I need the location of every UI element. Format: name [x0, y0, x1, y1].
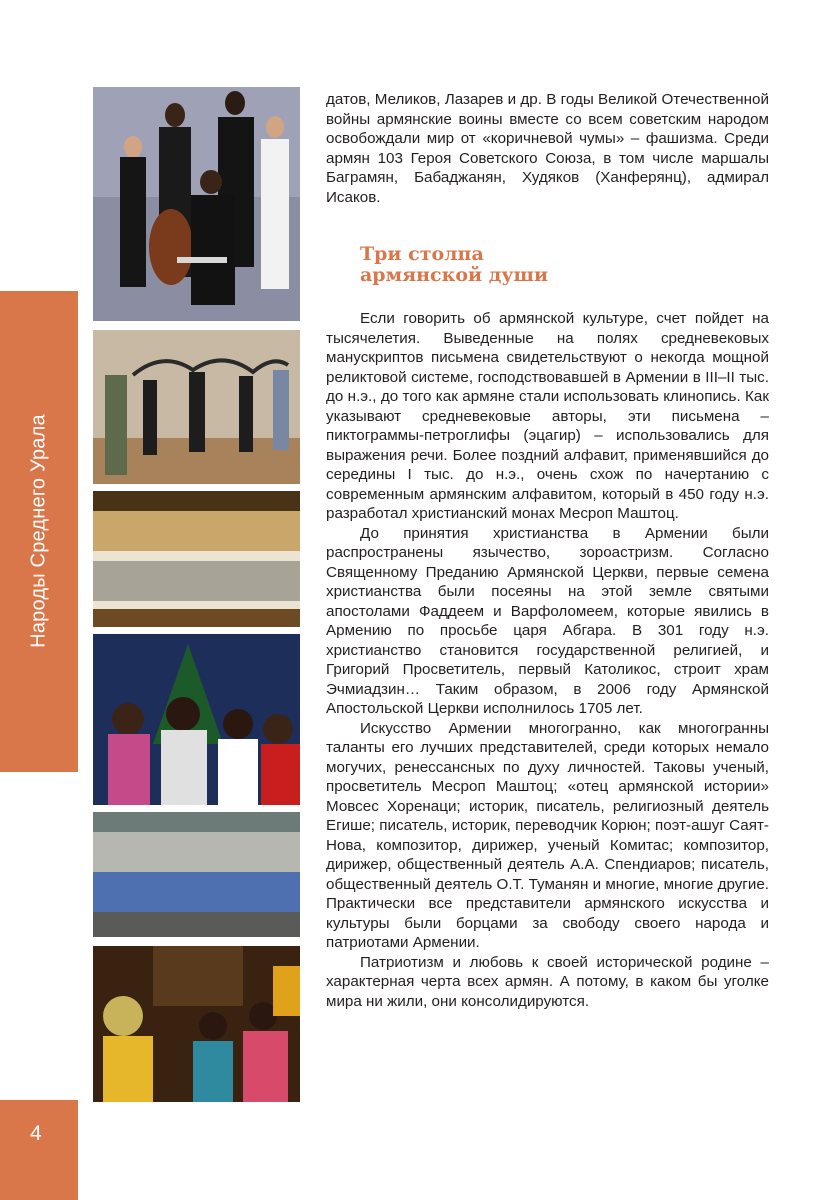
intro-paragraph [326, 90, 769, 207]
page-number-tab [0, 1100, 78, 1200]
intro-text: датов, Меликов, Лазарев и др. В годы Великой Отечественной войны армянские воины вместе со всем советским народом освобождали мир от «коричневой чумы» – фашизма. Среди армян 103 Героя Советского Союза, в том числе маршалы Баграмян, Бабаджанян, Худяков (Ханферянц), адмирал Исаков. [326, 91, 769, 206]
section-title: Народы Среднего Урала [27, 414, 50, 648]
article-body [326, 309, 769, 1011]
page-number: 4 [30, 1122, 42, 1145]
photo-choir [93, 491, 300, 627]
section-tab [0, 291, 78, 772]
paragraph-christianity: До принятия христианства в Армении были распространены язычество, зороастризм. Согласно Священному Преданию Армянской Церкви, первые семена христианства были посеяны на этой земле святыми апостолами Фаддеем и Варфоломеем, которые явились в Армению по просьбе царя Абгара. В 301 году н.э. христианство становится государственной религией, и Григорий Просветитель, первый Католикос, строит храм Эчмиадзин… Таким образом, в 2006 году Армянской Апостольской Церкви исполнилось 1705 лет. [326, 524, 769, 717]
paragraph-art: Искусство Армении многогранно, как многогранны таланты его лучших представителей, среди которых немало могучих, ренессансных по духу личностей. Таковы ученый, просветитель Месроп Маштоц; «отец армянской истории» Мовсес Хоренаци; историк, писатель, религиозный деятель Егише; писатель, историк, переводчик Корюн; поэт-ашуг Саят-Нова, композитор, дирижер, ученый Комитас; композитор, дирижер, общественный деятель А.А. Спендиаров; писатель, общественный деятель О.Т. Туманян и многие, многие другие. Практически все представители армянского искусства и культуры были борцами за свободу своего народа и патриотами Армении. [326, 719, 769, 951]
heading-line-1: Три столпа [360, 243, 484, 265]
paragraph-culture: Если говорить об армянской культуре, счет пойдет на тысячелетия. Выведенные на полях средневековых манускриптов письмена свидетельствуют о некогда мощной реликтовой системе, господствовавшей в Армении в III–II тыс. до н.э., до того как армяне стали использовать клинопись. Как указывают средневековые авторы, эти письмена – пиктограммы-петроглифы (эцагир) – использовались для выражения речи. Более поздний алфавит, применявшийся до середины I тыс. до н.э., очень схож по начертанию с современным армянским алфавитом, который в 450 году н.э. разработал христианский монах Месроп Маштоц. [326, 310, 769, 522]
section-heading [360, 244, 760, 286]
paragraph-patriotism: Патриотизм и любовь к своей исторической родине – характерная черта всех армян. А потому, в каком бы уголке мира ни жили, они консолидируются. [326, 953, 769, 1010]
photo-celebration [93, 946, 300, 1102]
photo-girls-new-year [93, 634, 300, 805]
heading-line-2: армянской души [360, 264, 549, 286]
photo-children-group [93, 812, 300, 937]
photo-dancers [93, 330, 300, 484]
photo-musicians [93, 87, 300, 321]
